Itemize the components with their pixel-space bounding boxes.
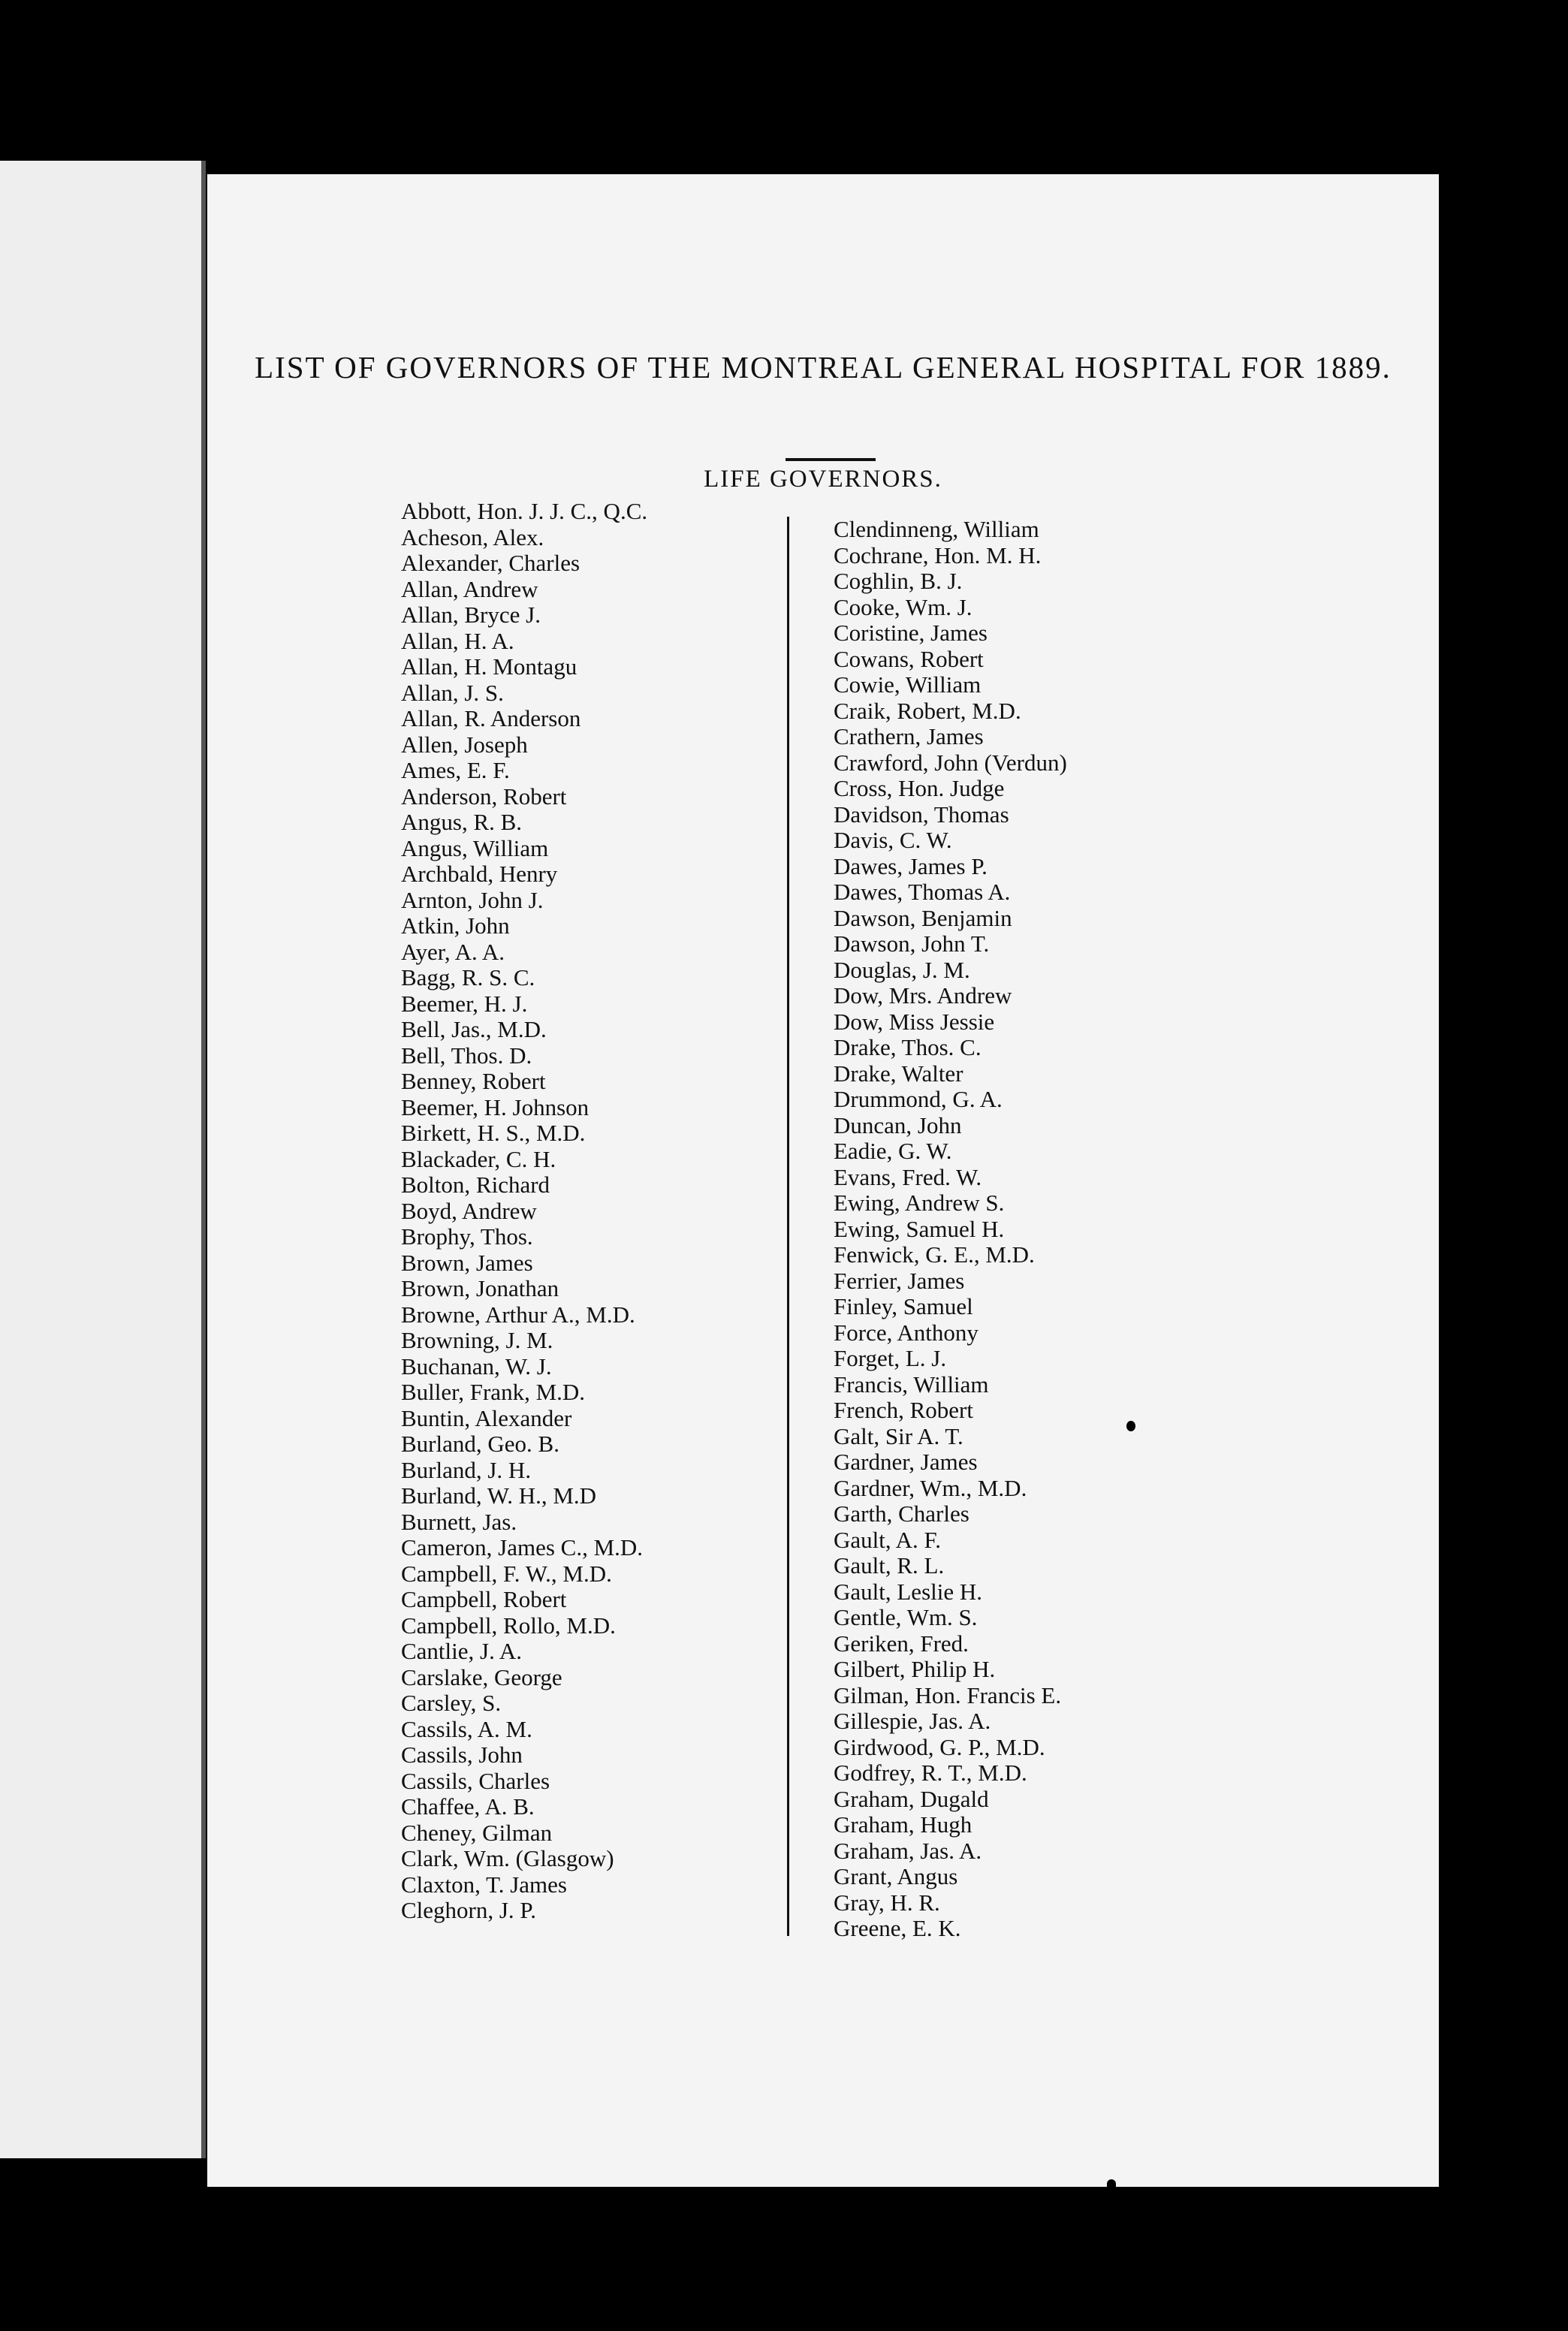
print-speck [1126, 1421, 1135, 1431]
governor-entry: Coristine, James [834, 620, 988, 646]
column-divider [787, 517, 789, 1936]
governor-entry: Graham, Dugald [834, 1785, 989, 1812]
governor-entry: Ames, E. F. [401, 757, 510, 783]
governor-entry: Clark, Wm. (Glasgow) [401, 1845, 614, 1871]
governor-entry: Duncan, John [834, 1111, 962, 1138]
governor-entry: Davidson, Thomas [834, 801, 1009, 828]
governor-entry: Burland, Geo. B. [401, 1431, 559, 1457]
governor-entry: Brophy, Thos. [401, 1223, 533, 1250]
governor-entry: Dow, Miss Jessie [834, 1008, 995, 1035]
governor-entry: Gillespie, Jas. A. [834, 1708, 991, 1734]
governor-entry: Allan, Andrew [401, 575, 538, 602]
governor-entry: Campbell, Robert [401, 1586, 567, 1612]
facing-page-edge [0, 161, 206, 2158]
governor-entry: Garth, Charles [834, 1500, 969, 1527]
governor-entry: Clendinneng, William [834, 516, 1039, 542]
governor-entry: Beemer, H. J. [401, 990, 528, 1017]
governor-entry: Girdwood, G. P., M.D. [834, 1733, 1045, 1760]
governor-entry: Bell, Thos. D. [401, 1042, 532, 1069]
document-page [207, 174, 1439, 2187]
governor-entry: Allen, Joseph [401, 731, 528, 758]
governor-entry: Eadie, G. W. [834, 1138, 952, 1164]
governor-entry: French, Robert [834, 1397, 973, 1423]
governor-entry: Dawson, John T. [834, 930, 990, 957]
governor-entry: Campbell, Rollo, M.D. [401, 1612, 616, 1639]
governor-entry: Allan, H. A. [401, 627, 514, 654]
governor-entry: Greene, E. K. [834, 1915, 961, 1941]
governor-entry: Allan, H. Montagu [401, 653, 577, 680]
governor-entry: Gardner, James [834, 1449, 978, 1475]
governor-entry: Browning, J. M. [401, 1327, 553, 1353]
governor-entry: Allan, J. S. [401, 679, 504, 706]
governor-entry: Allan, Bryce J. [401, 602, 541, 628]
governor-entry: Brown, James [401, 1249, 533, 1276]
governor-entry: Buntin, Alexander [401, 1404, 572, 1431]
governor-entry: Dawes, Thomas A. [834, 879, 1011, 905]
governor-entry: Cowans, Robert [834, 645, 984, 672]
governor-entry: Drake, Walter [834, 1060, 963, 1087]
governor-entry: Archbald, Henry [401, 861, 558, 887]
governor-entry: Ayer, A. A. [401, 938, 505, 965]
governor-entry: Cleghorn, J. P. [401, 1897, 536, 1923]
governor-entry: Graham, Jas. A. [834, 1837, 982, 1864]
governor-entry: Brown, Jonathan [401, 1275, 559, 1301]
governor-entry: Beemer, H. Johnson [401, 1093, 590, 1120]
governor-entry: Cassils, A. M. [401, 1715, 532, 1742]
governor-entry: Bell, Jas., M.D. [401, 1016, 547, 1042]
governor-entry: Dawson, Benjamin [834, 904, 1012, 931]
governor-entry: Cassils, Charles [401, 1767, 550, 1794]
governor-entry: Gault, A. F. [834, 1526, 942, 1553]
title-rule [786, 458, 876, 461]
governor-entry: Cross, Hon. Judge [834, 775, 1005, 801]
governor-entry: Burnett, Jas. [401, 1508, 517, 1535]
governor-entry: Drake, Thos. C. [834, 1034, 982, 1060]
governor-entry: Benney, Robert [401, 1068, 546, 1094]
governor-entry: Grant, Angus [834, 1863, 958, 1889]
governor-entry: Campbell, F. W., M.D. [401, 1560, 612, 1587]
governor-entry: Browne, Arthur A., M.D. [401, 1301, 635, 1328]
governor-entry: Carslake, George [401, 1663, 562, 1690]
governor-entry: Buchanan, W. J. [401, 1352, 552, 1380]
governor-entry: Cooke, Wm. J. [834, 593, 972, 620]
print-speck [1107, 2179, 1116, 2205]
governor-entry: Godfrey, R. T., M.D. [834, 1760, 1027, 1786]
governor-entry: Claxton, T. James [401, 1871, 567, 1898]
governor-entry: Cheney, Gilman [401, 1819, 553, 1846]
governor-entry: Buller, Frank, M.D. [401, 1379, 586, 1405]
governor-entry: Ewing, Andrew S. [834, 1190, 1005, 1216]
governor-entry: Gilbert, Philip H. [834, 1656, 996, 1682]
governor-entry: Acheson, Alex. [401, 523, 544, 550]
governor-entry: Cameron, James C., M.D. [401, 1534, 644, 1561]
governor-entry: Crawford, John (Verdun) [834, 749, 1067, 776]
governor-entry: Cochrane, Hon. M. H. [834, 541, 1042, 568]
governor-entry: Carsley, S. [401, 1690, 502, 1716]
governor-entry: Dawes, James P. [834, 852, 988, 879]
governor-entry: Burland, J. H. [401, 1456, 532, 1483]
governor-entry: Gilman, Hon. Francis E. [834, 1681, 1062, 1708]
governor-entry: Drummond, G. A. [834, 1086, 1003, 1112]
governor-entry: Ferrier, James [834, 1267, 965, 1294]
governor-entry: Gray, H. R. [834, 1889, 940, 1916]
governor-entry: Abbott, Hon. J. J. C., Q.C. [401, 498, 648, 524]
governor-entry: Birkett, H. S., M.D. [401, 1120, 586, 1146]
governor-entry: Allan, R. Anderson [401, 705, 581, 731]
governor-entry: Douglas, J. M. [834, 956, 970, 983]
governor-entry: Blackader, C. H. [401, 1145, 556, 1172]
governor-entry: Chaffee, A. B. [401, 1793, 535, 1820]
section-heading: LIFE GOVERNORS. [704, 466, 942, 493]
governor-entry: Ewing, Samuel H. [834, 1215, 1005, 1242]
governor-entry: Finley, Samuel [834, 1293, 973, 1319]
governor-entry: Angus, R. B. [401, 809, 523, 835]
governor-entry: Geriken, Fred. [834, 1630, 969, 1657]
governor-entry: Fenwick, G. E., M.D. [834, 1241, 1035, 1268]
governor-entry: Galt, Sir A. T. [834, 1422, 963, 1449]
governor-entry: Coghlin, B. J. [834, 568, 963, 594]
governor-entry: Graham, Hugh [834, 1811, 972, 1838]
governor-entry: Bolton, Richard [401, 1172, 550, 1198]
governor-entry: Gault, R. L. [834, 1552, 945, 1579]
governor-entry: Boyd, Andrew [401, 1197, 537, 1224]
governor-entry: Davis, C. W. [834, 827, 952, 853]
governor-entry: Anderson, Robert [401, 783, 567, 810]
governor-entry: Force, Anthony [834, 1319, 978, 1346]
governor-entry: Burland, W. H., M.D [401, 1482, 597, 1509]
governors-list-right [834, 517, 1067, 1942]
governor-entry: Arnton, John J. [401, 886, 544, 913]
governor-entry: Gardner, Wm., M.D. [834, 1474, 1027, 1501]
governor-entry: Evans, Fred. W. [834, 1163, 982, 1190]
page-title: LIST OF GOVERNORS OF THE MONTREAL GENERAL HOSPITAL FOR 1889. [255, 350, 1392, 384]
governor-entry: Cantlie, J. A. [401, 1638, 523, 1664]
governor-entry: Cassils, John [401, 1741, 523, 1768]
governors-list-left [401, 499, 647, 1924]
governor-entry: Francis, William [834, 1371, 989, 1398]
governor-entry: Crathern, James [834, 723, 984, 749]
governor-entry: Forget, L. J. [834, 1345, 947, 1371]
governor-entry: Atkin, John [401, 912, 510, 939]
governor-entry: Gentle, Wm. S. [834, 1604, 978, 1630]
governor-entry: Angus, William [401, 834, 549, 861]
governor-entry: Dow, Mrs. Andrew [834, 982, 1012, 1009]
governor-entry: Gault, Leslie H. [834, 1578, 983, 1605]
governor-entry: Cowie, William [834, 671, 982, 698]
governor-entry: Alexander, Charles [401, 550, 580, 576]
governor-entry: Craik, Robert, M.D. [834, 697, 1021, 724]
governor-entry: Bagg, R. S. C. [401, 964, 535, 991]
